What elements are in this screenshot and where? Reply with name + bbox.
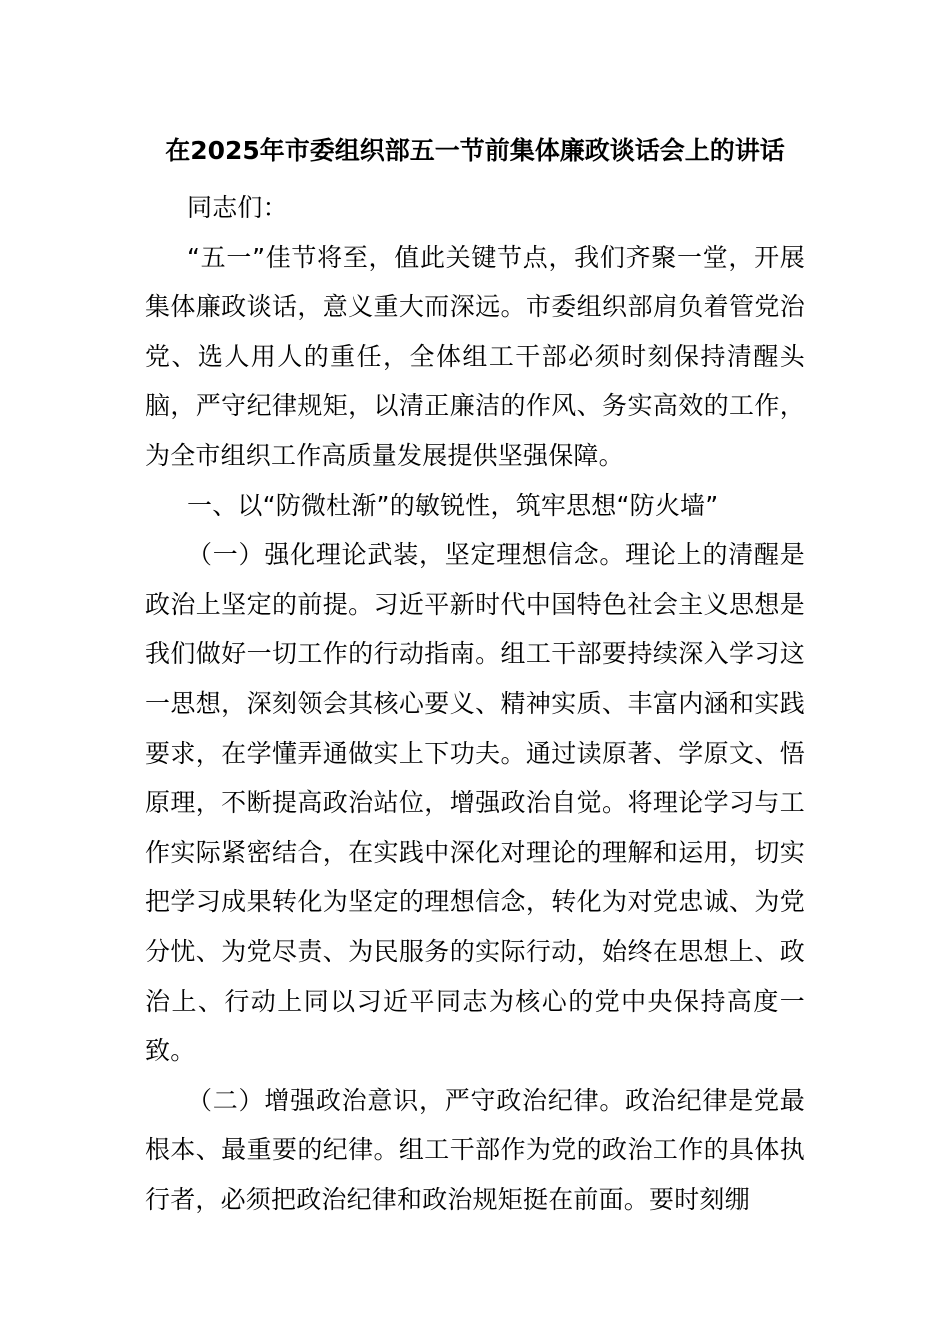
subsection-paragraph-2: （二）增强政治意识，严守政治纪律。政治纪律是党最根本、最重要的纪律。组工干部作为党的政治工作的具体执行者，必须把政治纪律和政治规矩挺在前面。要时刻绷: [145, 1085, 805, 1214]
section-heading-1: 一、以“防微杜渐”的敏锐性，筑牢思想“防火墙”: [187, 490, 719, 520]
salutation-paragraph: 同志们：: [187, 193, 288, 222]
intro-paragraph: “五一”佳节将至，值此关键节点，我们齐聚一堂，开展集体廉政谈话，意义重大而深远。市委组织部肩负着管党治党、选人用人的重任，全体组工干部必须时刻保持清醒头脑，严守纪律规矩，以清正廉洁的作风、务实高效的工作，为全市组织工作高质量发展提供坚强保障。: [145, 242, 805, 470]
subsection-paragraph-1: （一）强化理论武装，坚定理想信念。理论上的清醒是政治上坚定的前提。习近平新时代中国特色社会主义思想是我们做好一切工作的行动指南。组工干部要持续深入学习这一思想，深刻领会其核心要义、精神实质、丰富内涵和实践要求，在学懂弄通做实上下功夫。通过读原著、学原文、悟原理，不断提高政治站位，增强政治自觉。将理论学习与工作实际紧密结合，在实践中深化对理论的理解和运用，切实把学习成果转化为坚定的理想信念，转化为对党忠诚、为党分忧、为党尽责、为民服务的实际行动，始终在思想上、政治上、行动上同以习近平同志为核心的党中央保持高度一致。: [145, 540, 805, 1066]
document-body: [145, 183, 805, 1224]
document-title: 在2025年市委组织部五一节前集体廉政谈话会上的讲话: [165, 136, 785, 165]
